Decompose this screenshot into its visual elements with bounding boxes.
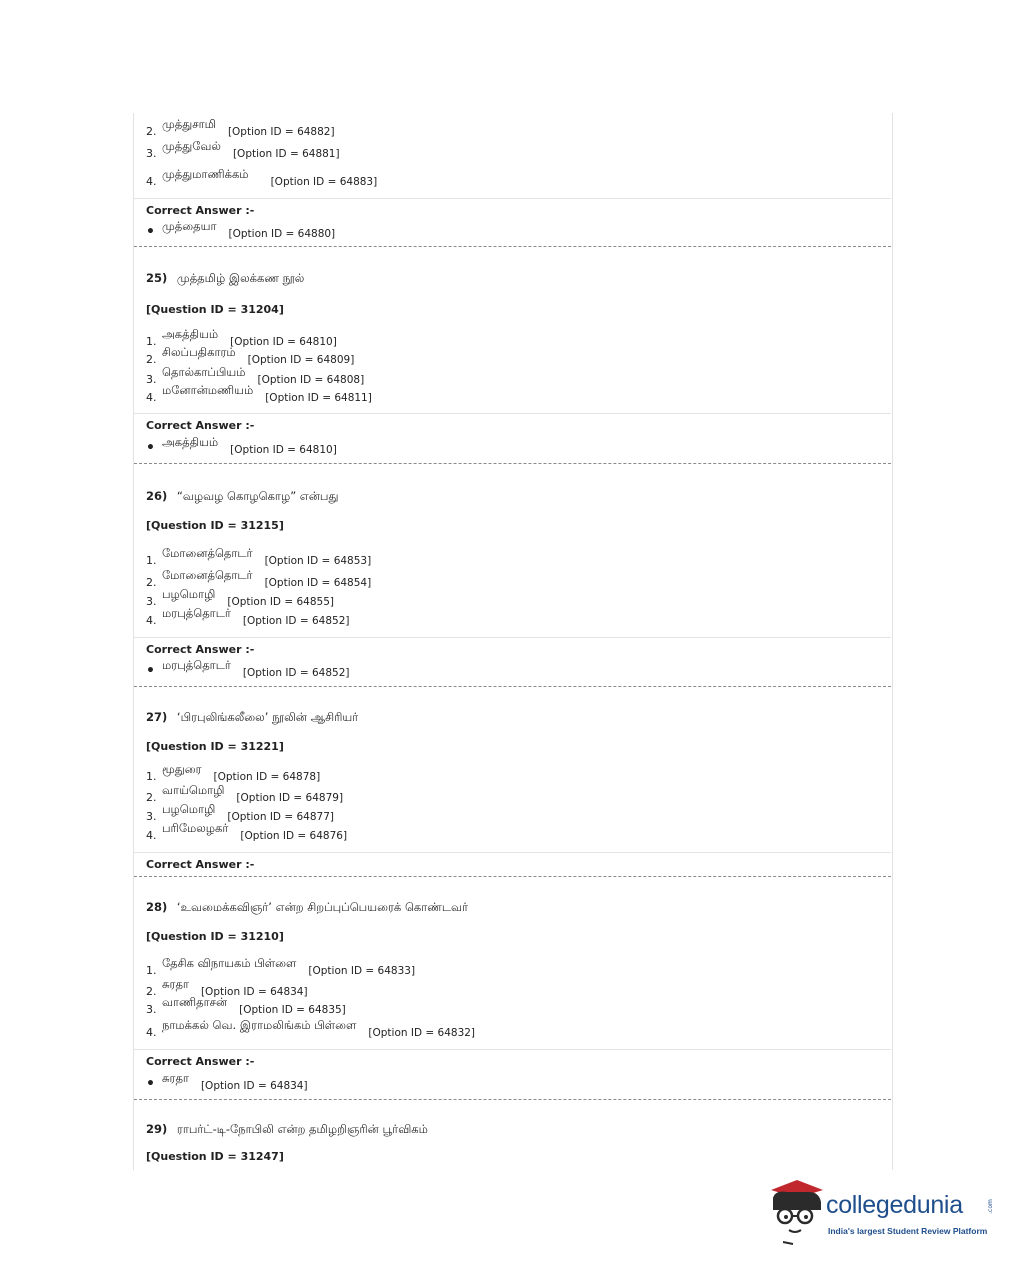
answer-text: முத்தையா	[162, 219, 217, 233]
option-number: 1.	[146, 964, 157, 977]
divider	[134, 1049, 891, 1050]
answer-text: மரபுத்தொடர்	[162, 658, 231, 672]
option-number: 1.	[146, 554, 157, 567]
option-row	[146, 1019, 475, 1039]
option-id: [Option ID = 64808]	[257, 374, 365, 386]
brand-name: collegedunia	[826, 1191, 963, 1219]
question-separator	[134, 876, 891, 877]
question-number: 25)	[146, 271, 168, 285]
option-id: [Option ID = 64810]	[230, 444, 337, 456]
option-number: 2.	[146, 353, 157, 366]
option-text: முத்துசாமி	[162, 117, 216, 131]
option-row	[146, 784, 343, 804]
question-text: “வழவழ கொழகொழ” என்பது	[176, 489, 339, 503]
option-row	[146, 763, 320, 783]
option-id: [Option ID = 64832]	[368, 1027, 476, 1039]
question-id: [Question ID = 31247]	[146, 1150, 284, 1163]
answer-text: அகத்தியம்	[162, 435, 219, 449]
option-text: முத்துமாணிக்கம்	[162, 167, 249, 181]
option-id: [Option ID = 64879]	[236, 792, 344, 804]
option-id: [Option ID = 64810]	[230, 336, 337, 348]
option-id: [Option ID = 64883]	[270, 176, 378, 188]
question-title	[146, 271, 304, 287]
option-text: மனோன்மணியம்	[162, 383, 254, 397]
option-number: 4.	[146, 614, 157, 627]
option-number: 3.	[146, 1003, 157, 1016]
question-separator	[134, 686, 891, 687]
option-text: பழமொழி	[162, 587, 216, 601]
correct-answer-label: Correct Answer :-	[146, 643, 255, 656]
question-number: 29)	[146, 1122, 168, 1136]
option-text: சுரதா	[162, 977, 189, 991]
option-id: [Option ID = 64834]	[200, 986, 308, 998]
option-row	[146, 346, 354, 366]
correct-answer-row	[146, 220, 335, 240]
bullet: •	[146, 224, 155, 240]
question-title	[146, 900, 468, 916]
question-number: 27)	[146, 710, 168, 724]
option-number: 4.	[146, 829, 157, 842]
option-number: 2.	[146, 576, 157, 589]
option-id: [Option ID = 64882]	[227, 126, 335, 138]
option-text: நாமக்கல் வெ. இராமலிங்கம் பிள்ளை	[162, 1018, 357, 1032]
option-id: [Option ID = 64835]	[239, 1004, 346, 1016]
option-text: மரபுத்தொடர்	[162, 606, 231, 620]
question-id: [Question ID = 31210]	[146, 930, 284, 943]
question-text: ராபர்ட்-டி-நோபிலி என்ற தமிழறிஞரின் பூர்விகம்	[176, 1122, 428, 1136]
question-title	[146, 1122, 428, 1138]
option-text: மூதுரை	[162, 762, 202, 776]
option-text: முத்துவேல்	[162, 139, 221, 153]
option-text: வாணிதாசன்	[162, 995, 228, 1009]
correct-answer-label: Correct Answer :-	[146, 204, 255, 217]
correct-answer-row	[146, 1072, 308, 1092]
question-separator	[134, 246, 891, 247]
correct-answer-label: Correct Answer :-	[146, 419, 255, 432]
correct-answer-row	[146, 436, 337, 456]
option-text: சிலப்பதிகாரம்	[162, 345, 236, 359]
bullet: •	[146, 663, 155, 679]
option-row	[146, 607, 350, 627]
option-row	[146, 168, 377, 188]
option-number: 3.	[146, 595, 157, 608]
correct-answer-label: Correct Answer :-	[146, 1055, 255, 1068]
option-text: வாய்மொழி	[162, 783, 225, 797]
option-id: [Option ID = 64876]	[240, 830, 348, 842]
option-number: 1.	[146, 770, 157, 783]
option-text: மோனைத்தொடர்	[162, 546, 253, 560]
option-row	[146, 118, 335, 138]
divider	[134, 198, 891, 199]
option-number: 2.	[146, 125, 157, 138]
question-title	[146, 710, 358, 726]
divider	[134, 413, 891, 414]
option-number: 2.	[146, 985, 157, 998]
option-number: 2.	[146, 791, 157, 804]
question-text: முத்தமிழ் இலக்கண நூல்	[176, 271, 305, 285]
option-id: [Option ID = 64834]	[200, 1080, 308, 1092]
option-id: [Option ID = 64880]	[228, 228, 336, 240]
option-row	[146, 384, 372, 404]
correct-answer-label: Correct Answer :-	[146, 858, 255, 871]
option-row	[146, 569, 371, 589]
question-id: [Question ID = 31221]	[146, 740, 284, 753]
answer-text: சுரதா	[162, 1071, 189, 1085]
option-id: [Option ID = 64855]	[227, 596, 334, 608]
option-row	[146, 588, 334, 608]
question-text: ‘பிரபுலிங்கலீலை’ நூலின் ஆசிரியர்	[176, 710, 359, 724]
question-text: ‘உவமைக்கவிஞர்’ என்ற சிறப்புப்பெயரைக் கொண்டவர்	[176, 900, 469, 914]
option-text: தொல்காப்பியம்	[162, 365, 246, 379]
correct-answer-row	[146, 659, 350, 679]
question-number: 26)	[146, 489, 168, 503]
option-row	[146, 803, 334, 823]
question-title	[146, 489, 338, 505]
option-text: தேசிக விநாயகம் பிள்ளை	[162, 956, 297, 970]
option-number: 4.	[146, 391, 157, 404]
brand-tagline: India's largest Student Review Platform	[828, 1226, 988, 1236]
option-number: 3.	[146, 147, 157, 160]
option-text: பரிமேலழகர்	[162, 821, 229, 835]
option-number: 1.	[146, 335, 157, 348]
bullet: •	[146, 1076, 155, 1092]
option-number: 3.	[146, 373, 157, 386]
option-id: [Option ID = 64833]	[308, 965, 416, 977]
option-row	[146, 996, 346, 1016]
question-id: [Question ID = 31215]	[146, 519, 284, 532]
option-number: 4.	[146, 175, 157, 188]
option-id: [Option ID = 64854]	[264, 577, 372, 589]
option-text: பழமொழி	[162, 802, 216, 816]
option-id: [Option ID = 64877]	[227, 811, 334, 823]
option-text: அகத்தியம்	[162, 327, 219, 341]
option-id: [Option ID = 64811]	[265, 392, 372, 404]
question-id: [Question ID = 31204]	[146, 303, 284, 316]
question-separator	[134, 463, 891, 464]
question-number: 28)	[146, 900, 168, 914]
option-id: [Option ID = 64809]	[247, 354, 355, 366]
option-id: [Option ID = 64853]	[264, 555, 372, 567]
option-id: [Option ID = 64852]	[242, 615, 350, 627]
option-id: [Option ID = 64852]	[242, 667, 350, 679]
option-row	[146, 822, 347, 842]
option-row	[146, 547, 371, 567]
divider	[134, 637, 891, 638]
option-number: 4.	[146, 1026, 157, 1039]
option-id: [Option ID = 64878]	[213, 771, 321, 783]
question-separator	[134, 1099, 891, 1100]
brand-suffix: .com	[986, 1199, 994, 1214]
divider	[134, 852, 891, 853]
bullet: •	[146, 440, 155, 456]
option-text: மோனைத்தொடர்	[162, 568, 253, 582]
option-id: [Option ID = 64881]	[232, 148, 340, 160]
option-number: 3.	[146, 810, 157, 823]
option-row	[146, 140, 340, 160]
option-row	[146, 957, 415, 977]
